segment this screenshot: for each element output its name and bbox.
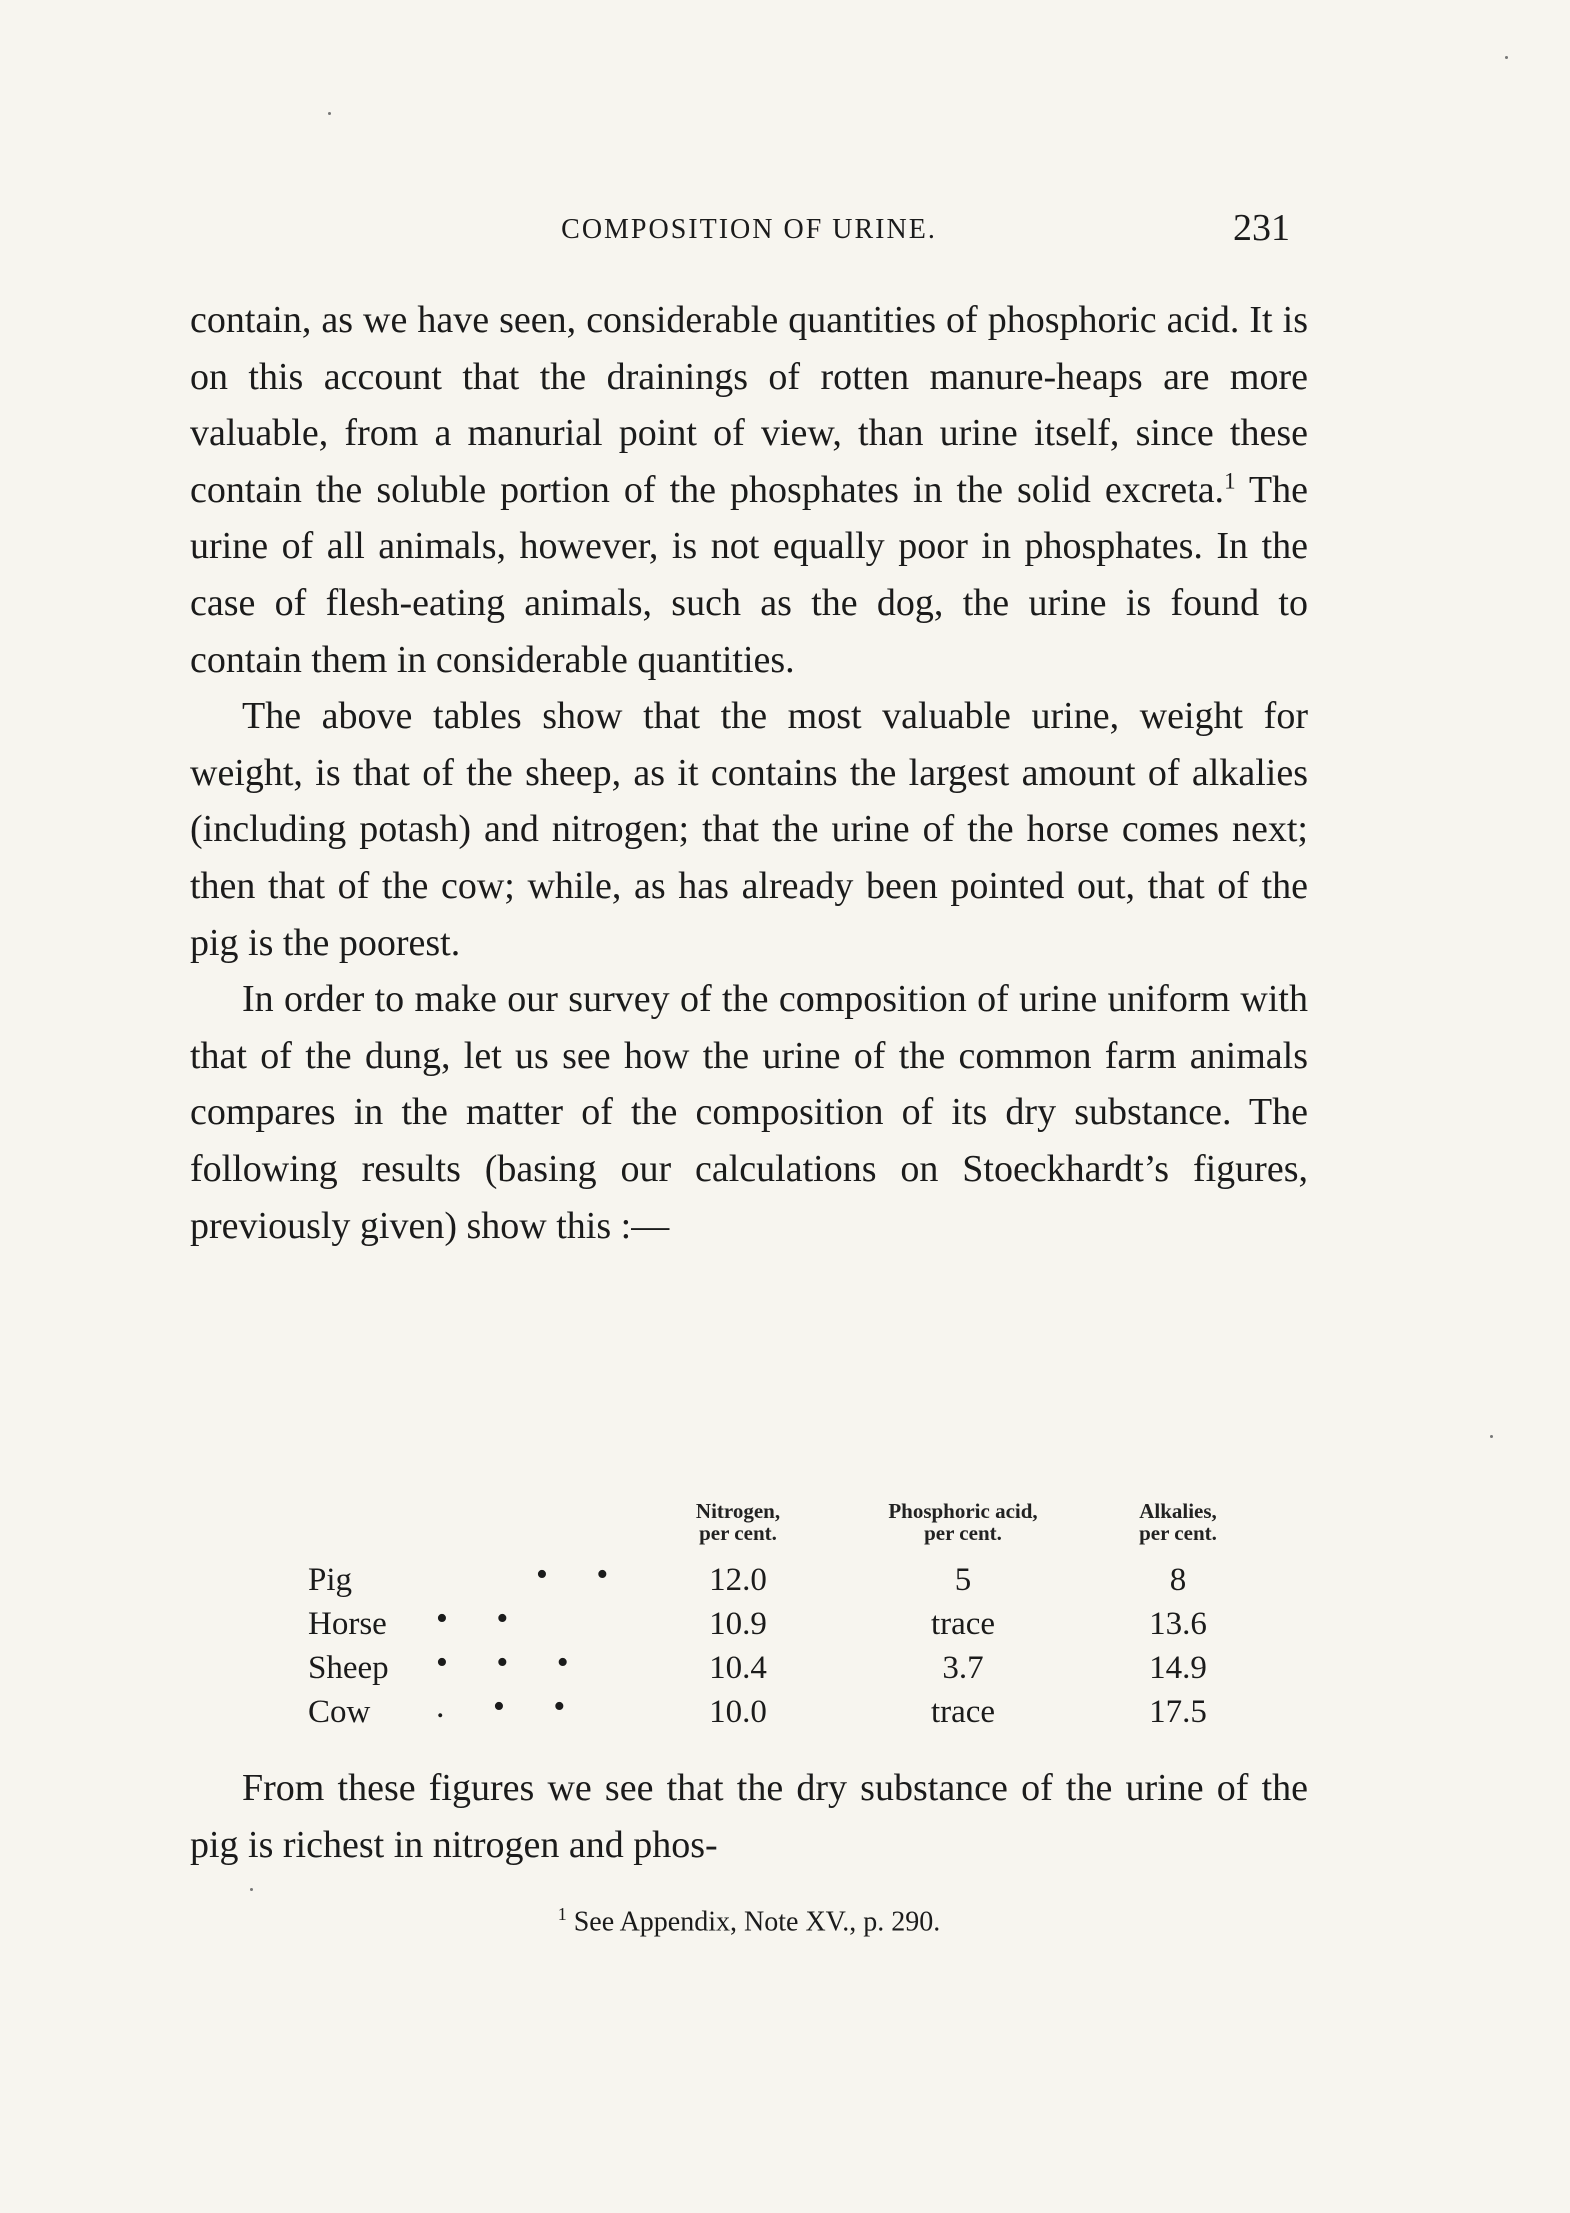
column-header-line: Alkalies, [1139, 1499, 1217, 1523]
nitrogen-value: 10.9 [709, 1606, 767, 1642]
column-header-alkalies [1103, 1500, 1253, 1544]
page-number: 231 [1233, 207, 1290, 249]
paragraph-2: The above tables show that the most valuable urine, weight for weight, is that of the sheep, as it contains the largest amount of alkalies (including potash) and nitrogen; that the urine of the horse comes next; then that of the cow; while, as has already been pointed out, that of the pig is the poorest. [190, 695, 1308, 964]
nitrogen-value: 10.4 [709, 1650, 767, 1686]
paper-speck [250, 1888, 253, 1891]
paragraph-1-continued: The urine of all animals, however, is not equally poor in phosphates. In the case of flesh-eating animals, such as the dog, the urine is found to contain them in considerable quantities. [190, 468, 1308, 681]
alkalies-value: 8 [1169, 1562, 1187, 1598]
column-header-line: per cent. [924, 1521, 1002, 1545]
leader-dots: • • • [436, 1644, 589, 1681]
column-header-line: per cent. [699, 1521, 777, 1545]
animal-name: Cow [308, 1694, 371, 1730]
footnote-reference: 1 [1224, 468, 1236, 494]
phosphoric-acid-value: 3.7 [942, 1650, 984, 1686]
nitrogen-value: 12.0 [709, 1562, 767, 1598]
paragraph-4: From these figures we see that the dry substance of the urine of the pig is richest in nitrogen and phos- [190, 1767, 1308, 1866]
animal-name: Pig [308, 1562, 353, 1598]
animal-name: Horse [308, 1606, 387, 1642]
alkalies-value: 14.9 [1149, 1650, 1207, 1686]
alkalies-value: 13.6 [1149, 1606, 1207, 1642]
composition-table [308, 1500, 1308, 1740]
paragraph-1-text: contain, as we have seen, considerable quantities of phosphoric acid. It is on this account that the drainings of rotten manure-heaps are more valuable, from a manurial point of view, than urine itself, since these contain the soluble portion of the phosphates in the solid excreta. [190, 299, 1308, 511]
table-row [308, 1688, 1308, 1738]
leader-dots: • • [536, 1556, 629, 1593]
phosphoric-acid-value: trace [930, 1606, 996, 1642]
phosphoric-acid-value: trace [930, 1694, 996, 1730]
page-header [190, 206, 1308, 258]
leader-dots: . • • [436, 1688, 586, 1725]
animal-name: Sheep [308, 1650, 389, 1686]
paper-speck [1490, 1435, 1493, 1438]
column-header-nitrogen [658, 1500, 818, 1544]
paragraph-3: In order to make our survey of the composition of urine uniform with that of the dung, let us see how the urine of the common farm animals compares in the matter of the composition of its dry substance. The following results (basing our calculations on Stoeckhardt’s figures, previously given) show this :— [190, 978, 1308, 1247]
paper-speck [1505, 56, 1508, 59]
running-head: COMPOSITION OF URINE. [561, 214, 937, 245]
column-header-line: per cent. [1139, 1521, 1217, 1545]
footnote [190, 1904, 1308, 1938]
footnote-text: See Appendix, Note XV., p. 290. [573, 1906, 941, 1938]
body-text [190, 292, 1308, 1254]
alkalies-value: 17.5 [1149, 1694, 1207, 1730]
leader-dots: • • [436, 1600, 529, 1637]
paper-speck [328, 112, 331, 115]
closing-text [190, 1760, 1308, 1873]
paragraph-1 [190, 292, 1308, 688]
phosphoric-acid-value: 5 [954, 1562, 972, 1598]
footnote-marker: 1 [557, 1904, 567, 1924]
column-header-line: Nitrogen, [695, 1499, 781, 1523]
column-header-phosphoric-acid [838, 1500, 1088, 1544]
column-header-line: Phosphoric acid, [888, 1499, 1038, 1523]
nitrogen-value: 10.0 [709, 1694, 767, 1730]
